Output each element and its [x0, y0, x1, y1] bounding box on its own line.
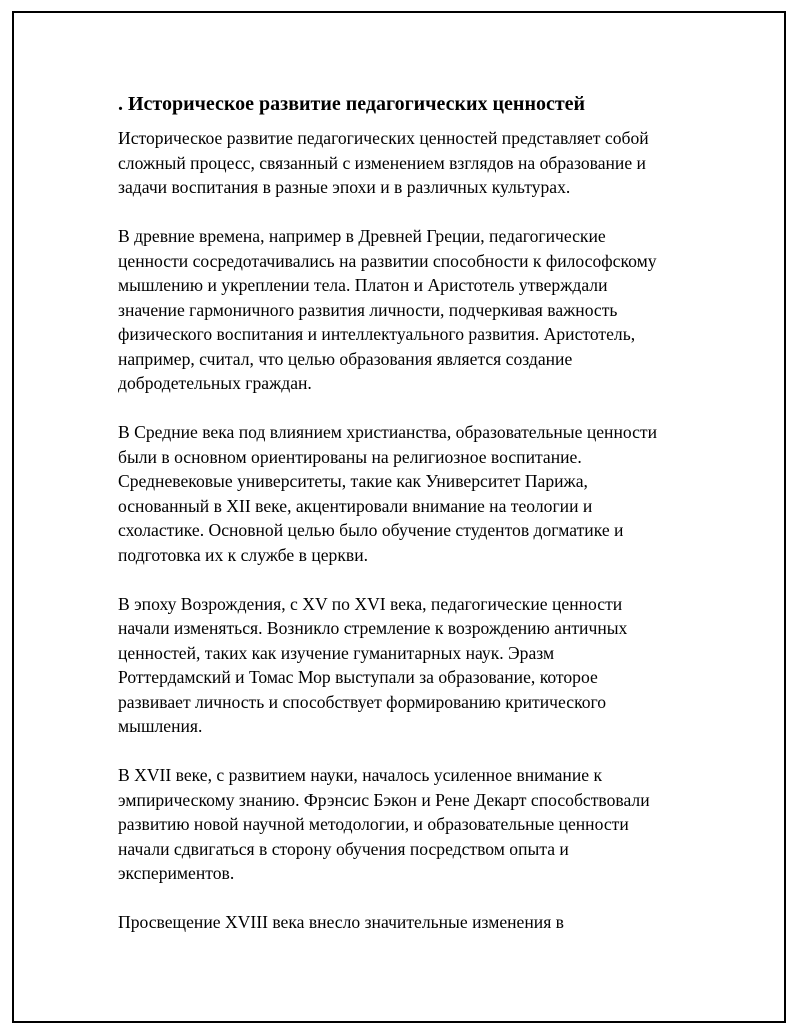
text-line: начали изменяться. Возникло стремление к возрождению античных — [118, 618, 628, 638]
paragraph-renaissance — [118, 592, 718, 739]
paragraph-17th-century — [118, 763, 718, 886]
text-line: основанный в XII веке, акцентировали внимание на теологии и — [118, 495, 593, 516]
text-line: развитию новой научной методологии, и образовательные ценности — [118, 814, 629, 834]
text-line: экспериментов. — [118, 863, 235, 883]
text-line: Роттердамский и Томас Мор выступали за образование, которое — [118, 667, 598, 687]
text-line: мышлению и укреплении тела. Платон и Аристотель утверждали — [118, 275, 608, 295]
text-line: начали сдвигаться в сторону обучения посредством опыта и — [118, 838, 569, 859]
text-line: были в основном ориентированы на религиозное воспитание. — [118, 446, 582, 467]
section-heading: . Историческое развитие педагогических ценностей — [118, 93, 586, 115]
text-line: задачи воспитания в разные эпохи и в различных культурах. — [118, 177, 571, 197]
text-line: эмпирическому знанию. Фрэнсис Бэкон и Рене Декарт способствовали — [118, 789, 650, 810]
paragraph-enlightenment — [118, 910, 718, 935]
text-line: подготовка их к службе в церкви. — [118, 544, 369, 565]
text-line: В Средние века под влиянием христианства, образовательные ценности — [118, 422, 658, 442]
text-line: ценностей, таких как изучение гуманитарных наук. Эразм — [118, 642, 555, 663]
text-line: В XVII веке, с развитием науки, началось усиленное внимание к — [118, 765, 602, 785]
text-line: В эпоху Возрождения, с XV по XVI века, педагогические ценности — [118, 593, 623, 614]
paragraph-antiquity — [118, 224, 718, 396]
document-body — [118, 92, 718, 959]
text-line: мышления. — [118, 716, 203, 736]
paragraph-intro — [118, 126, 718, 200]
text-line: развивает личность и способствует формированию критического — [118, 691, 607, 712]
text-line: Историческое развитие педагогических ценностей представляет собой — [118, 128, 649, 148]
paragraph-middle-ages — [118, 420, 718, 567]
text-line: значение гармоничного развития личности, подчеркивая важность — [118, 299, 618, 320]
text-line: например, считал, что целью образования является создание — [118, 348, 573, 369]
text-line: В древние времена, например в Древней Греции, педагогические — [118, 226, 606, 246]
text-line: ценности сосредотачивались на развитии способности к философскому — [118, 250, 657, 271]
text-line: сложный процесс, связанный с изменением взглядов на образование и — [118, 152, 646, 173]
text-line: схоластике. Основной целью было обучение студентов догматике и — [118, 520, 624, 540]
text-line: Просвещение XVIII века внесло значительные изменения в — [118, 912, 564, 932]
text-line: добродетельных граждан. — [118, 373, 312, 393]
text-line: физического воспитания и интеллектуального развития. Аристотель, — [118, 324, 636, 344]
text-line: Средневековые университеты, такие как Университет Парижа, — [118, 471, 588, 491]
